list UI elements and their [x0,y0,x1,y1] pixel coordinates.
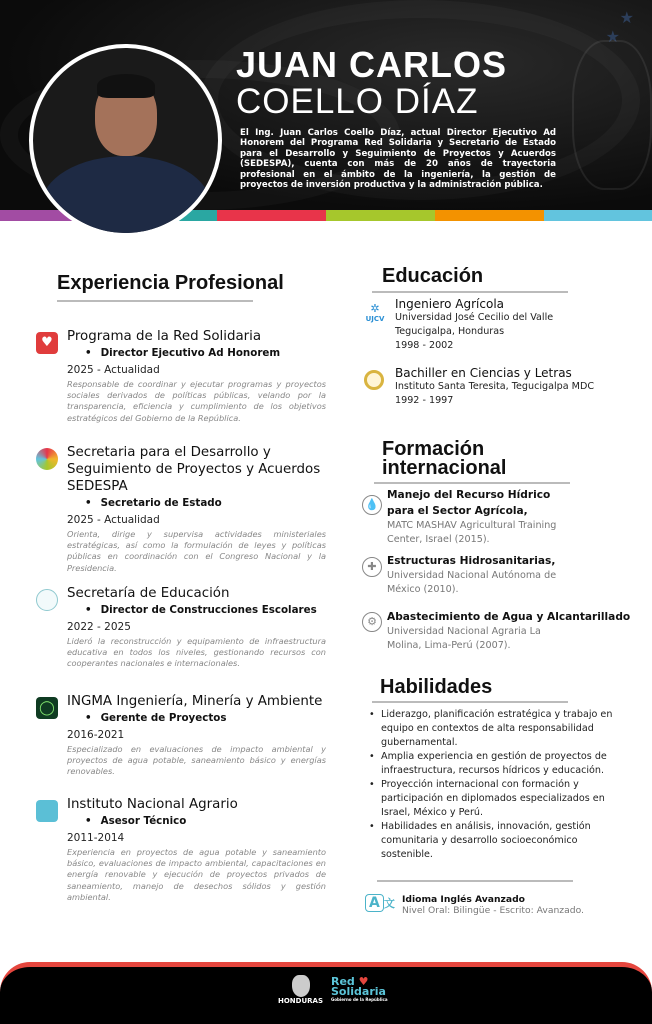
bio-text: El Ing. Juan Carlos Coello Díaz, actual Director Ejecutivo Ad Honorem del Programa Red Solidaria y Secretario de Estado para el Desarrollo y Seguimiento de Proyectos y Acuerdos (SEDESPA), cuenta con más de 20 años de trayectoria profesional en el ámbito de la ingeniería, la gestión de proyectos de inversión productiva y la administración pública. [240,128,556,191]
degree: Bachiller en Ciencias y Letras [395,366,572,380]
role: • Secretario de Estado [85,495,326,512]
description: Responsable de coordinar y ejecutar programas y proyectos sociales derivados de políticas públicas, velando por la transparencia, eficiencia y cumplimiento de los objetivos estratégicos del Gobierno de la República. [67,379,326,423]
strip-orange [435,210,544,221]
description: Orienta, dirige y supervisa actividades ministeriales estratégicas, así como la formulación de leyes y políticas públicas en coordinación con el Congreso Nacional y la Presidencia. [67,529,326,573]
honduras-text: HONDURAS [278,997,324,1005]
red-solidaria-logo-icon: ♥ [36,332,58,354]
training-title: Estructuras Hidrosanitarias, [387,555,556,567]
education-title: Educación [382,265,484,287]
coat-of-arms-icon [292,975,310,997]
red-solidaria-logo: Red ♥ Solidaria Gobierno de la República [331,975,388,1002]
santa-teresita-logo-icon [364,370,384,390]
org-name: Instituto Nacional Agrario [67,797,238,812]
gear-icon: ⚙ [362,612,382,632]
training-item [387,609,647,653]
period: 2025 - Actualidad [67,364,160,376]
degree: Ingeniero Agrícola [395,297,505,311]
language-item [402,894,642,916]
experience-section [36,272,326,902]
role: • Director de Construcciones Escolares [85,602,326,619]
language-detail: Nivel Oral: Bilingüe - Escrito: Avanzado. [402,905,584,916]
divider [372,291,568,293]
skill-item: • Proyección internacional con formación y participación en diplomados especializados en Israel, México y Perú. [367,778,617,820]
role: • Director Ejecutivo Ad Honorem [85,345,326,362]
training-item [387,487,577,547]
org-name: Secretaria para el Desarrollo y Seguimiento de Proyectos y Acuerdos SEDESPA [67,445,321,494]
training-title: Manejo del Recurso Hídrico para el Sector Agrícola, [387,489,551,517]
strip-green [326,210,435,221]
skills-list [367,708,617,862]
honduras-logo [278,975,323,1005]
skills-title: Habilidades [380,676,493,698]
description: Lideró la reconstrucción y equipamiento de infraestructura educativa en todos los niveles, gestionando recursos con cooperantes nacionales e internacionales. [67,636,326,669]
role: • Gerente de Proyectos [85,710,326,727]
period: 2025 - Actualidad [67,514,160,526]
institution: Universidad José Cecilio del Valle [395,312,554,323]
training-detail: Universidad Nacional Agraria La Molina, Lima-Perú (2007). [387,626,541,651]
strip-red [217,210,326,221]
education-item [395,297,645,353]
experience-title: Experiencia Profesional [57,272,284,294]
description: Especializado en evaluaciones de impacto ambiental y proyectos de agua potable, saneamiento básico y energías renovables. [67,744,326,777]
footer [0,962,652,1024]
strip-blue [544,210,652,221]
institution: Instituto Santa Teresita, Tegucigalpa MDC [395,381,595,392]
coat-of-arms-watermark [572,40,652,190]
training-title: Formación internacional [382,438,507,479]
training-title: Abastecimiento de Agua y Alcantarillado [387,611,631,623]
language-title: Idioma Inglés Avanzado [402,894,525,905]
divider [372,701,568,703]
org-name: Secretaría de Educación [67,586,230,601]
period: 1992 - 1997 [395,395,454,406]
divider [57,300,253,302]
training-detail: MATC MASHAV Agricultural Training Center, Israel (2015). [387,520,557,545]
water-cycle-icon: 💧 [362,495,382,515]
divider [377,880,573,882]
name-second-line: COELLO DÍAZ [236,82,479,121]
period: 1998 - 2002 [395,340,454,351]
period: 2016-2021 [67,729,125,741]
location: Tegucigalpa, Honduras [395,326,505,337]
role: • Asesor Técnico [85,813,326,830]
education-item [395,366,645,408]
stars-icon: ★ ★ [605,8,634,46]
training-detail: Universidad Nacional Autónoma de México (2010). [387,570,557,595]
name-first-line: JUAN CARLOS [236,44,508,85]
period: 2011-2014 [67,832,125,844]
period: 2022 - 2025 [67,621,131,633]
skill-item: • Amplia experiencia en gestión de proyectos de infraestructura, recursos hídricos y educación. [367,750,617,778]
sedespa-logo-icon [36,448,58,470]
plus-circle-icon: ✚ [362,557,382,577]
org-name: Programa de la Red Solidaria [67,329,262,344]
ingma-logo-icon: ◯ [36,697,58,719]
ujcv-logo-icon: ✲ UJCV [365,302,385,323]
skill-item: • Liderazgo, planificación estratégica y trabajo en equipo en contextos de alta responsabilidad gubernamental. [367,708,617,750]
translate-icon: A $^文$ [365,895,399,921]
profile-photo [29,44,222,237]
ina-logo-icon [36,800,58,822]
training-item [387,553,577,597]
skill-item: • Habilidades en análisis, innovación, gestión comunitaria y desarrollo socioeconómico sostenible. [367,820,617,862]
description: Experiencia en proyectos de agua potable y saneamiento básico, evaluaciones de impacto ambiental, capacitaciones en energía renovable y ejecución de proyectos privados de saneamiento, manejo de desechos sólidos y gestión ambiental. [67,847,326,902]
org-name: INGMA Ingeniería, Minería y Ambiente [67,694,323,709]
divider [374,482,570,484]
educacion-logo-icon [36,589,58,611]
